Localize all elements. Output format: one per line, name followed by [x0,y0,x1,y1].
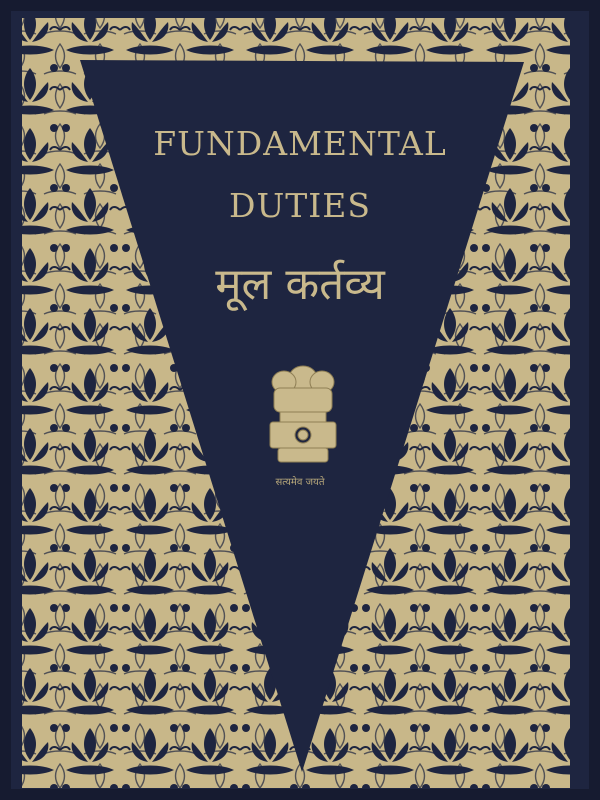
motto: सत्यमेव जयते [275,477,325,488]
title-hindi: मूल कर्तव्य [215,259,385,310]
title-line-1: FUNDAMENTAL [153,124,447,163]
national-emblem-icon [260,358,346,478]
title-line-2: DUTIES [228,186,371,225]
